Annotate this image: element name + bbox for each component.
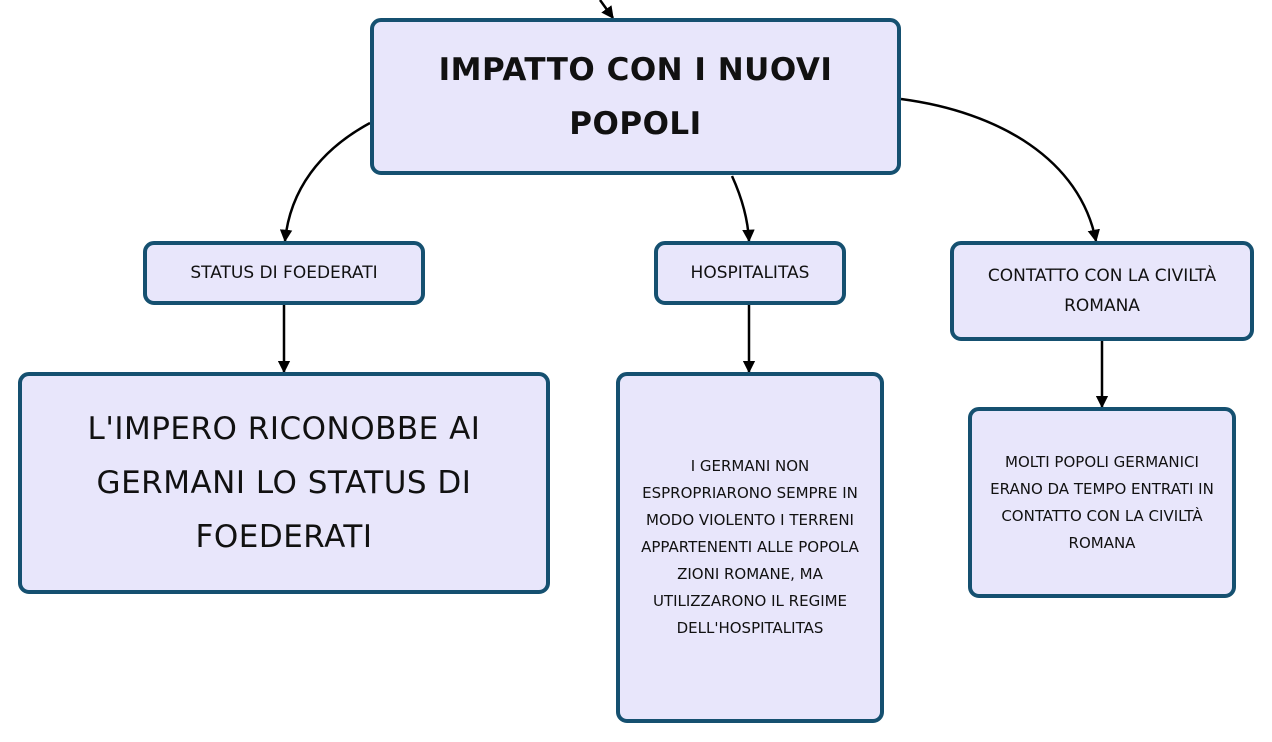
node-contatto-civilta-romana[interactable] [950, 241, 1254, 341]
connector-root-status [285, 123, 370, 241]
node-label: IMPATTO CON I NUOVI POPOLI [438, 51, 833, 142]
connector-root-hospitalitas [732, 176, 749, 241]
node-impero-riconobbe[interactable] [18, 372, 550, 594]
node-impatto-nuovi-popoli[interactable] [370, 18, 901, 175]
node-label: L'IMPERO RICONOBBE AI GERMANI LO STATUS DI FOEDERATI [87, 411, 481, 555]
node-status-di-foederati[interactable] [143, 241, 425, 305]
connector-root-contatto [901, 99, 1096, 241]
node-label: CONTATTO CON LA CIVILTÀ ROMANA [987, 266, 1217, 316]
node-label: HOSPITALITAS [690, 263, 810, 283]
node-hospitalitas[interactable] [654, 241, 846, 305]
node-label: STATUS DI FOEDERATI [190, 263, 378, 283]
node-label: I GERMANI NON ESPROPRIARONO SEMPRE IN MODO VIOLENTO I TERRENI APPARTENENTI ALLE POPOLA ZIONI ROMANE, MA UTILIZZARONO IL REGIME DELL'HOSPITALITAS [641, 457, 859, 637]
node-label: MOLTI POPOLI GERMANICI ERANO DA TEMPO ENTRATI IN CONTATTO CON LA CIVILTÀ ROMANA [990, 452, 1214, 552]
node-molti-popoli-germanici[interactable] [968, 407, 1236, 598]
node-germani-non-espropriarono[interactable] [616, 372, 884, 723]
connector-incoming-root [600, 0, 613, 18]
